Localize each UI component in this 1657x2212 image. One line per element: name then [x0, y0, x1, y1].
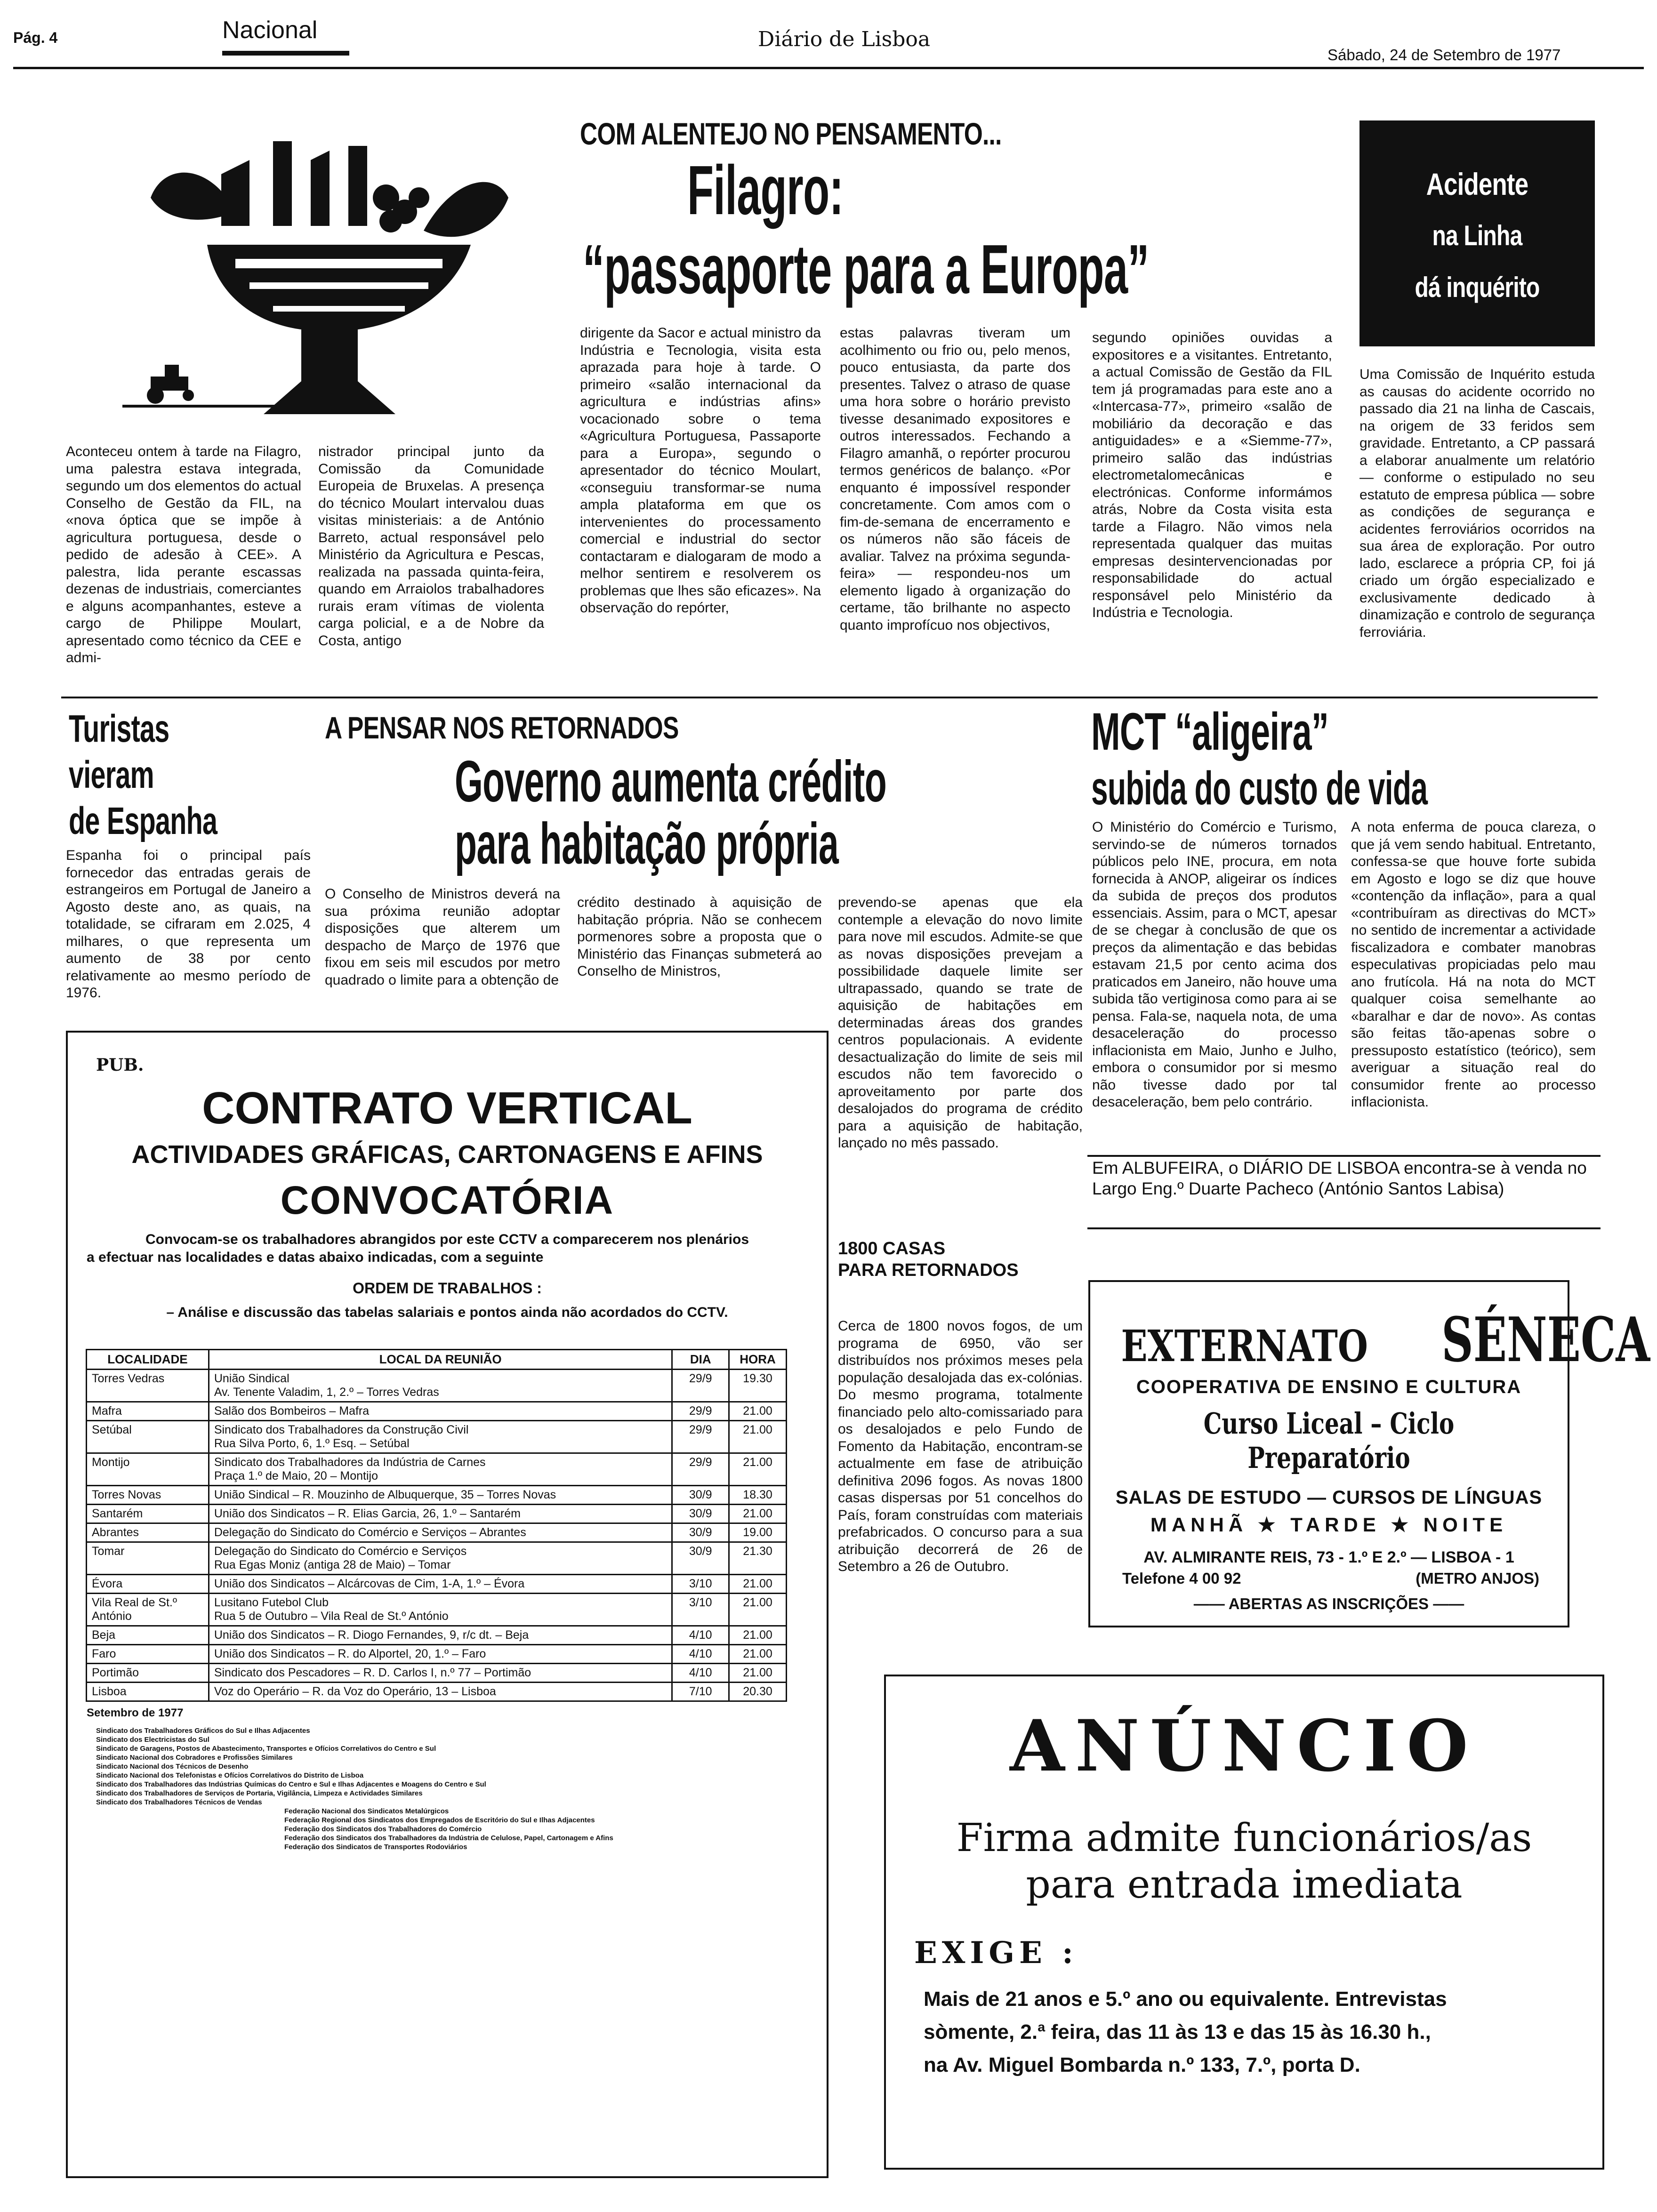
- acidente-title-3: dá inquérito: [1415, 272, 1540, 303]
- governo-title-1: Governo aumenta crédito: [455, 749, 887, 814]
- signer-item: Sindicato dos Electricistas do Sul: [96, 1736, 209, 1744]
- signer-item: Sindicato dos Trabalhadores Técnicos de Vendas: [96, 1798, 262, 1806]
- signer-item: Sindicato dos Trabalhadores de Serviços de Portaria, Vigilância, Limpeza e Actividades Similares: [96, 1789, 423, 1797]
- cell-localidade: Setúbal: [87, 1421, 209, 1453]
- cell-hora: 21.00: [729, 1505, 787, 1523]
- cell-local: Sindicato dos Trabalhadores da Construção Civil Rua Silva Porto, 6, 1.º Esq. – Setúbal: [209, 1421, 672, 1453]
- table-row: [87, 1594, 787, 1626]
- cell-hora: 20.30: [729, 1683, 787, 1701]
- filagro-col-4: estas palavras tiveram um acolhimento ou frio ou, pelo menos, pouco entusiasta, da parte dos presentes. Talvez o atraso de quase uma hora sobre o horário previsto tivesse desanimado expositores e outros interessados. Fechando a Filagro amanhã, o repórter procurou termos genéricos de balanço. «Por enquanto é impossível responder concretamente. Com amos com o fim-de-semana de encerramento e os números não são fáceis de avaliar. Talvez na próxima segunda-feira» — respondeu-nos um elemento ligado à organização do certame, tão brilhante no aspecto quanto improfícuo nos objectivos,: [840, 325, 1070, 633]
- albufeira-rule-bottom: [1087, 1227, 1601, 1229]
- table-row: [87, 1523, 787, 1542]
- cell-localidade: Santarém: [87, 1505, 209, 1523]
- seneca-contact: [1090, 1570, 1568, 1588]
- cell-hora: 21.00: [729, 1453, 787, 1486]
- anuncio-req-1: Mais de 21 anos e 5.º ano ou equivalente. Entrevistas: [924, 1988, 1447, 2011]
- cell-hora: 21.00: [729, 1645, 787, 1664]
- cell-localidade: Montijo: [87, 1453, 209, 1486]
- cell-local: União dos Sindicatos – R. Diogo Fernandes, 9, r/c dt. – Beja: [209, 1626, 672, 1645]
- table-row: [87, 1626, 787, 1645]
- seneca-salas: SALAS DE ESTUDO — CURSOS DE LÍNGUAS: [1115, 1487, 1543, 1508]
- cell-local: Delegação do Sindicato do Comércio e Serviços Rua Egas Moniz (antiga 28 de Maio) – Tomar: [209, 1542, 672, 1575]
- cell-local: Voz do Operário – R. da Voz do Operário, 13 – Lisboa: [209, 1683, 672, 1701]
- table-row: [87, 1664, 787, 1683]
- acidente-body: Uma Comissão de Inquérito estuda as causas do acidente ocorrido no passado dia 21 na linha de Cascais, na origem de 33 feridos sem gravidade. Entretanto, a CP passará a elaborar anualmente um relatório — conforme o estipulado no seu estatuto de empresa pública — sobre as condições de segurança e acidentes ferroviários ocorridos na sua área de exploração. Por outro lado, esclarece a própria CP, foi já criado um órgão especializado e exclusivamente dedicado à dinamização e controlo de segurança ferroviária.: [1359, 367, 1595, 640]
- filagro-kicker: COM ALENTEJO NO PENSAMENTO...: [580, 116, 1002, 151]
- plenarios-table: [86, 1349, 787, 1702]
- federation-item: Federação dos Sindicatos dos Trabalhadores da Indústria de Celulose, Papel, Cartonagem e Afins: [284, 1834, 613, 1842]
- cell-hora: 21.00: [729, 1421, 787, 1453]
- contrato-intro-2: a efectuar nas localidades e datas abaixo indicadas, com a seguinte: [87, 1250, 544, 1265]
- cell-local: Lusitano Futebol Club Rua 5 de Outubro – Vila Real de St.º António: [209, 1594, 672, 1626]
- cell-localidade: Torres Vedras: [87, 1370, 209, 1402]
- cell-local: União dos Sindicatos – Alcárcovas de Cim, 1-A, 1.º – Évora: [209, 1575, 672, 1594]
- albufeira-notice: Em ALBUFEIRA, o DIÁRIO DE LISBOA encontra-se à venda no Largo Eng.º Duarte Pacheco (António Santos Labisa): [1092, 1158, 1587, 1198]
- cell-hora: 21.00: [729, 1594, 787, 1626]
- filagro-col-1: Aconteceu ontem à tarde na Filagro, uma palestra estava integrada, segundo um dos elementos do actual Conselho de Gestão da FIL, na «nova óptica que se impõe à agricultura portuguesa, desde o pedido de adesão à CEE». A palestra, lida perante escassas dezenas de industriais, comerciantes e alguns acompanhantes, esteve a cargo de Philippe Moulart, apresentado como técnico da CEE e admi-: [66, 444, 301, 665]
- acidente-title-2: na Linha: [1432, 220, 1522, 251]
- cell-dia: 29/9: [672, 1402, 729, 1421]
- contrato-federations: [284, 1807, 827, 1851]
- masthead: Diário de Lisboa: [758, 27, 931, 51]
- federation-item: Federação Nacional dos Sindicatos Metalúrgicos: [284, 1807, 449, 1815]
- seneca-morada: AV. ALMIRANTE REIS, 73 - 1.º E 2.º — LISBOA - 1: [1143, 1548, 1514, 1566]
- cell-dia: 30/9: [672, 1523, 729, 1542]
- cell-dia: 29/9: [672, 1453, 729, 1486]
- cell-localidade: Vila Real de St.º António: [87, 1594, 209, 1626]
- table-row: [87, 1645, 787, 1664]
- filagro-col-3: dirigente da Sacor e actual ministro da Indústria e Tecnologia, visita esta aprazada para hoje à tarde. O primeiro «salão internacional da agricultura e indústrias afins» vocacionado sobre o tema «Agricultura Portuguesa, Passaporte para a Europa», segundo o apresentador do técnico Moulart, «conseguiu transformar-se numa ampla plataforma em que os intervenientes do processamento comercial e industrial do sector contactaram e dialogaram de modo a melhor sentirem e resolverem os problemas que lhes são eficazes». Na observação do repórter,: [580, 325, 821, 616]
- anuncio-req-2: sòmente, 2.ª feira, das 11 às 13 e das 15 às 16.30 h.,: [924, 2020, 1431, 2044]
- governo-col-1: O Conselho de Ministros deverá na sua próxima reunião adoptar disposições que alterem um despacho de Março de 1976 que fixou em seis mil escudos por metro quadrado o limite para a obtenção de: [325, 886, 560, 988]
- contrato-intro-1: Convocam-se os trabalhadores abrangidos por este CCTV a comparecerem nos plenários: [145, 1232, 749, 1247]
- signer-item: Sindicato Nacional dos Telefonistas e Ofícios Correlativos do Distrito de Lisboa: [96, 1771, 364, 1779]
- table-row: [87, 1421, 787, 1453]
- col-header-hora: HORA: [729, 1350, 787, 1370]
- signer-item: Sindicato dos Trabalhadores Gráficos do Sul e Ilhas Adjacentes: [96, 1727, 310, 1735]
- cell-local: Delegação do Sindicato do Comércio e Serviços – Abrantes: [209, 1523, 672, 1542]
- federation-item: Federação Regional dos Sindicatos dos Empregados de Escritório do Sul e Ilhas Adjacentes: [284, 1816, 595, 1824]
- contrato-ponto: – Análise e discussão das tabelas salariais e pontos ainda não acordados do CCTV.: [166, 1305, 728, 1320]
- tractor-icon: [122, 365, 287, 408]
- cell-hora: 21.00: [729, 1575, 787, 1594]
- seneca-coop: COOPERATIVA DE ENSINO E CULTURA: [1136, 1377, 1522, 1397]
- table-row: [87, 1542, 787, 1575]
- cell-dia: 30/9: [672, 1486, 729, 1505]
- cell-dia: 3/10: [672, 1594, 729, 1626]
- col-header-local: LOCAL DA REUNIÃO: [209, 1350, 672, 1370]
- federation-item: Federação dos Sindicatos dos Trabalhadores do Comércio: [284, 1825, 482, 1833]
- cell-dia: 30/9: [672, 1505, 729, 1523]
- turistas-title-1: Turistas: [69, 707, 169, 750]
- seneca-horario: MANHÃ ★ TARDE ★ NOITE: [1150, 1514, 1508, 1536]
- contrato-ordem: ORDEM DE TRABALHOS :: [353, 1280, 542, 1297]
- anuncio-req-3: na Av. Miguel Bombarda n.º 133, 7.º, porta D.: [924, 2053, 1360, 2076]
- turistas-title-2: vieram: [69, 753, 154, 796]
- cell-dia: 4/10: [672, 1664, 729, 1683]
- cell-dia: 4/10: [672, 1626, 729, 1645]
- seneca-ad: [1088, 1280, 1650, 1627]
- cell-local: Sindicato dos Trabalhadores da Indústria de Carnes Praça 1.º de Maio, 20 – Montijo: [209, 1453, 672, 1486]
- filagro-title: Filagro:: [687, 152, 844, 229]
- cell-dia: 30/9: [672, 1542, 729, 1575]
- plenarios-table-body: [87, 1370, 787, 1701]
- federation-item: Federação dos Sindicatos de Transportes Rodoviários: [284, 1843, 467, 1851]
- cell-hora: 19.30: [729, 1370, 787, 1402]
- turistas-headline: [69, 706, 217, 844]
- cell-hora: 21.30: [729, 1542, 787, 1575]
- filagro-illustration: [94, 104, 565, 442]
- cell-localidade: Tomar: [87, 1542, 209, 1575]
- anuncio-line-1: Firma admite funcionários/as: [956, 1816, 1532, 1860]
- section-rule-1: [61, 697, 1598, 698]
- signer-item: Sindicato de Garagens, Postos de Abastecimento, Transportes e Ofícios Correlativos do Centro e Sul: [96, 1745, 436, 1753]
- cell-localidade: Évora: [87, 1575, 209, 1594]
- governo-kicker: A PENSAR NOS RETORNADOS: [325, 710, 679, 745]
- casas-body: Cerca de 1800 novos fogos, de um programa de 6950, vão ser distribuídos nos próximos meses pela população desalojada das ex-colónias. Do mesmo programa, totalmente financiado pelo alto-comissariado para os desalojados e pelo Fundo de Fomento da Habitação, encontram-se actualmente em fase de atribuição definitiva 2096 fogos. As novas 1800 casas dispersas por 51 concelhos do País, foram construídas com materiais prefabricados. O concurso para a sua atribuição decorrerá de 26 de Setembro a 26 de Outubro.: [838, 1318, 1083, 1574]
- contrato-signers: [96, 1726, 827, 1807]
- filagro-subtitle: “passaporte para a Europa”: [583, 231, 1149, 308]
- anuncio-line-2: para entrada imediata: [1026, 1862, 1463, 1907]
- cell-local: Salão dos Bombeiros – Mafra: [209, 1402, 672, 1421]
- page-number: Pág. 4: [13, 29, 58, 46]
- contrato-convocatoria: CONVOCATÓRIA: [280, 1178, 614, 1222]
- anuncio-title: ANÚNCIO: [1010, 1705, 1479, 1787]
- cell-localidade: Lisboa: [87, 1683, 209, 1701]
- table-row: [87, 1505, 787, 1523]
- casas-title-2: PARA RETORNADOS: [838, 1260, 1019, 1280]
- cell-localidade: Beja: [87, 1626, 209, 1645]
- date-line: Sábado, 24 de Setembro de 1977: [1327, 46, 1561, 64]
- acidente-title-1: Acidente: [1426, 167, 1528, 201]
- cell-hora: 21.00: [729, 1664, 787, 1683]
- cell-localidade: Mafra: [87, 1402, 209, 1421]
- governo-col-3: prevendo-se apenas que ela contemple a elevação do novo limite para nove mil escudos. Admite-se que as novas disposições prevejam a possibilidade daquele limite ser ultrapassado, quando se trate de aquisição de habitações em determinadas áreas dos grandes centros populacionais. A evidente desactualização do limite de seis mil escudos não tem favorecido o aproveitamento por parte dos desalojados do programa de crédito para a aquisição de habitação, lançado no mês passado.: [838, 895, 1083, 1151]
- seneca-name-1: EXTERNATO: [1121, 1321, 1368, 1371]
- casas-headline: [838, 1238, 1019, 1281]
- contrato-title: CONTRATO VERTICAL: [202, 1083, 692, 1133]
- mct-title-1: MCT “aligeira”: [1091, 702, 1329, 761]
- turistas-body: Espanha foi o principal país fornecedor das entradas gerais de estrangeiros em Portugal de Janeiro a Agosto deste ano, as quais, na totalidade, se cifraram em 2.025, 4 milhares, o que representa um aumento de 38 por cento relativamente ao mesmo período de 1976.: [66, 848, 311, 1001]
- col-header-dia: DIA: [672, 1350, 729, 1370]
- seneca-name-2: SÉNECA: [1441, 1304, 1650, 1376]
- signer-item: Sindicato dos Trabalhadores das Indústrias Químicas do Centro e Sul e Ilhas Adjacentes e Moagens do Centro e Sul: [96, 1780, 486, 1788]
- table-row: [87, 1370, 787, 1402]
- acidente-headline-box: [1359, 120, 1595, 346]
- cell-localidade: Faro: [87, 1645, 209, 1664]
- cell-local: União Sindical Av. Tenente Valadim, 1, 2.º – Torres Vedras: [209, 1370, 672, 1402]
- contrato-pub: PUB.: [96, 1055, 144, 1075]
- mct-col-2: A nota enferma de pouca clareza, o que já vem sendo habitual. Entretanto, confessa-se que houve forte subida em Agosto e logo se diz que houve «contenção da inflação», para a qual «contribuíram as directivas do MCT» no sentido de incrementar a actividade fiscalizadora e combater manobras especulativas propiciadas pelo mau ano frutícola. Há na nota do MCT qualquer coisa semelhante ao «baralhar e dar de novo». As contas são feitas tão-apenas sobre o pressuposto estatístico (teórico), sem averiguar a situação real do consumidor frente ao processo inflacionista.: [1351, 819, 1596, 1110]
- cell-dia: 4/10: [672, 1645, 729, 1664]
- table-row: [87, 1683, 787, 1701]
- cell-hora: 21.00: [729, 1626, 787, 1645]
- cell-local: União dos Sindicatos – R. Elias Garcia, 26, 1.º – Santarém: [209, 1505, 672, 1523]
- header-rule: [13, 67, 1644, 69]
- section-title: Nacional: [222, 16, 318, 44]
- cell-hora: 19.00: [729, 1523, 787, 1542]
- anuncio-requirements: [924, 1983, 1602, 2082]
- col-header-localidade: LOCALIDADE: [87, 1350, 209, 1370]
- contrato-subtitle: ACTIVIDADES GRÁFICAS, CARTONAGENS E AFINS: [131, 1140, 763, 1169]
- cell-localidade: Abrantes: [87, 1523, 209, 1542]
- cell-localidade: Portimão: [87, 1664, 209, 1683]
- signer-item: Sindicato Nacional dos Cobradores e Profissões Similares: [96, 1754, 293, 1762]
- contrato-footdate: Setembro de 1977: [87, 1707, 184, 1719]
- governo-col-2: crédito destinado à aquisição de habitação própria. Não se conhecem pormenores sobre a proposta que o Ministério das Finanças submeterá ao Conselho de Ministros,: [577, 895, 822, 979]
- cell-local: Sindicato dos Pescadores – R. D. Carlos I, n.º 77 – Portimão: [209, 1664, 672, 1683]
- cell-dia: 29/9: [672, 1421, 729, 1453]
- filagro-col-2: nistrador principal junto da Comissão da Comunidade Europeia de Bruxelas. A presença do técnico Moulart intervalou duas visitas ministeriais: a de António Barreto, actual responsável pelo Ministério da Agricultura e Pescas, realizada na passada quinta-feira, quando em Arraiolos trabalhadores rurais eram vítimas de violenta carga policial, e a de Nobre da Costa, antigo: [318, 444, 544, 649]
- cell-hora: 18.30: [729, 1486, 787, 1505]
- section-underline: [222, 51, 349, 56]
- signer-item: Sindicato Nacional dos Técnicos de Desenho: [96, 1763, 249, 1771]
- table-header-row: [87, 1350, 787, 1370]
- seneca-telefone: Telefone 4 00 92: [1122, 1570, 1241, 1587]
- cell-hora: 21.00: [729, 1402, 787, 1421]
- anuncio-exige: EXIGE :: [914, 1935, 1078, 1971]
- cell-dia: 7/10: [672, 1683, 729, 1701]
- seneca-curso: Curso Liceal – Ciclo Preparatório: [1203, 1406, 1455, 1475]
- table-row: [87, 1486, 787, 1505]
- seneca-name: [1090, 1304, 1650, 1376]
- cell-dia: 3/10: [672, 1575, 729, 1594]
- cell-local: União dos Sindicatos – R. do Alportel, 20, 1.º – Faro: [209, 1645, 672, 1664]
- mct-col-1: O Ministério do Comércio e Turismo, servindo-se de números tornados públicos pelo INE, procura, em nota fornecida à ANOP, aligeirar os índices da subida de preços dos produtos essenciais. Assim, para o MCT, apesar de se chegar à conclusão de que os preços da alimentação e das bebidas estavam 21,5 por cento acima dos praticados em Janeiro, não houve uma subida tão vertiginosa como para ai se pensa. Fala-se, naquela nota, de uma desaceleração do processo inflacionista em Maio, Junho e Julho, embora o consumidor por si mesmo não tivesse dado por tal desaceleração, bem pelo contrário.: [1092, 819, 1337, 1110]
- casas-title-1: 1800 CASAS: [838, 1239, 946, 1258]
- cell-local: União Sindical – R. Mouzinho de Albuquerque, 35 – Torres Novas: [209, 1486, 672, 1505]
- mct-title-2: subida do custo de vida: [1091, 762, 1428, 815]
- anuncio-ad: [884, 1675, 1604, 2170]
- albufeira-rule-top: [1087, 1155, 1601, 1157]
- contrato-ad: [66, 1031, 828, 2178]
- filagro-col-5: segundo opiniões ouvidas a expositores e a visitantes. Entretanto, a actual Comissão de Gestão da FIL tem já programadas para este ano a «Intercasa-77», primeiro «salão de mobiliário da decoração e das antiguidades» e a «Siemme-77», primeiro salão das indústrias electrometalomecânicas e electrónicas. Conforme informámos atrás, Nobre da Costa visita esta tarde a Filagro. Não vimos nela representada qualquer das muitas empresas desintervencionadas por responsabilidade do actual responsável pelo Ministério da Indústria e Tecnologia.: [1092, 330, 1332, 620]
- seneca-metro: (METRO ANJOS): [1416, 1570, 1539, 1587]
- governo-title-2: para habitação própria: [455, 811, 839, 876]
- table-row: [87, 1453, 787, 1486]
- turistas-title-3: de Espanha: [69, 800, 217, 842]
- cell-dia: 29/9: [672, 1370, 729, 1402]
- table-row: [87, 1402, 787, 1421]
- table-row: [87, 1575, 787, 1594]
- seneca-abertas: —— ABERTAS AS INSCRIÇÕES ——: [1193, 1595, 1464, 1612]
- cell-localidade: Torres Novas: [87, 1486, 209, 1505]
- leaf-right-icon: [424, 182, 508, 237]
